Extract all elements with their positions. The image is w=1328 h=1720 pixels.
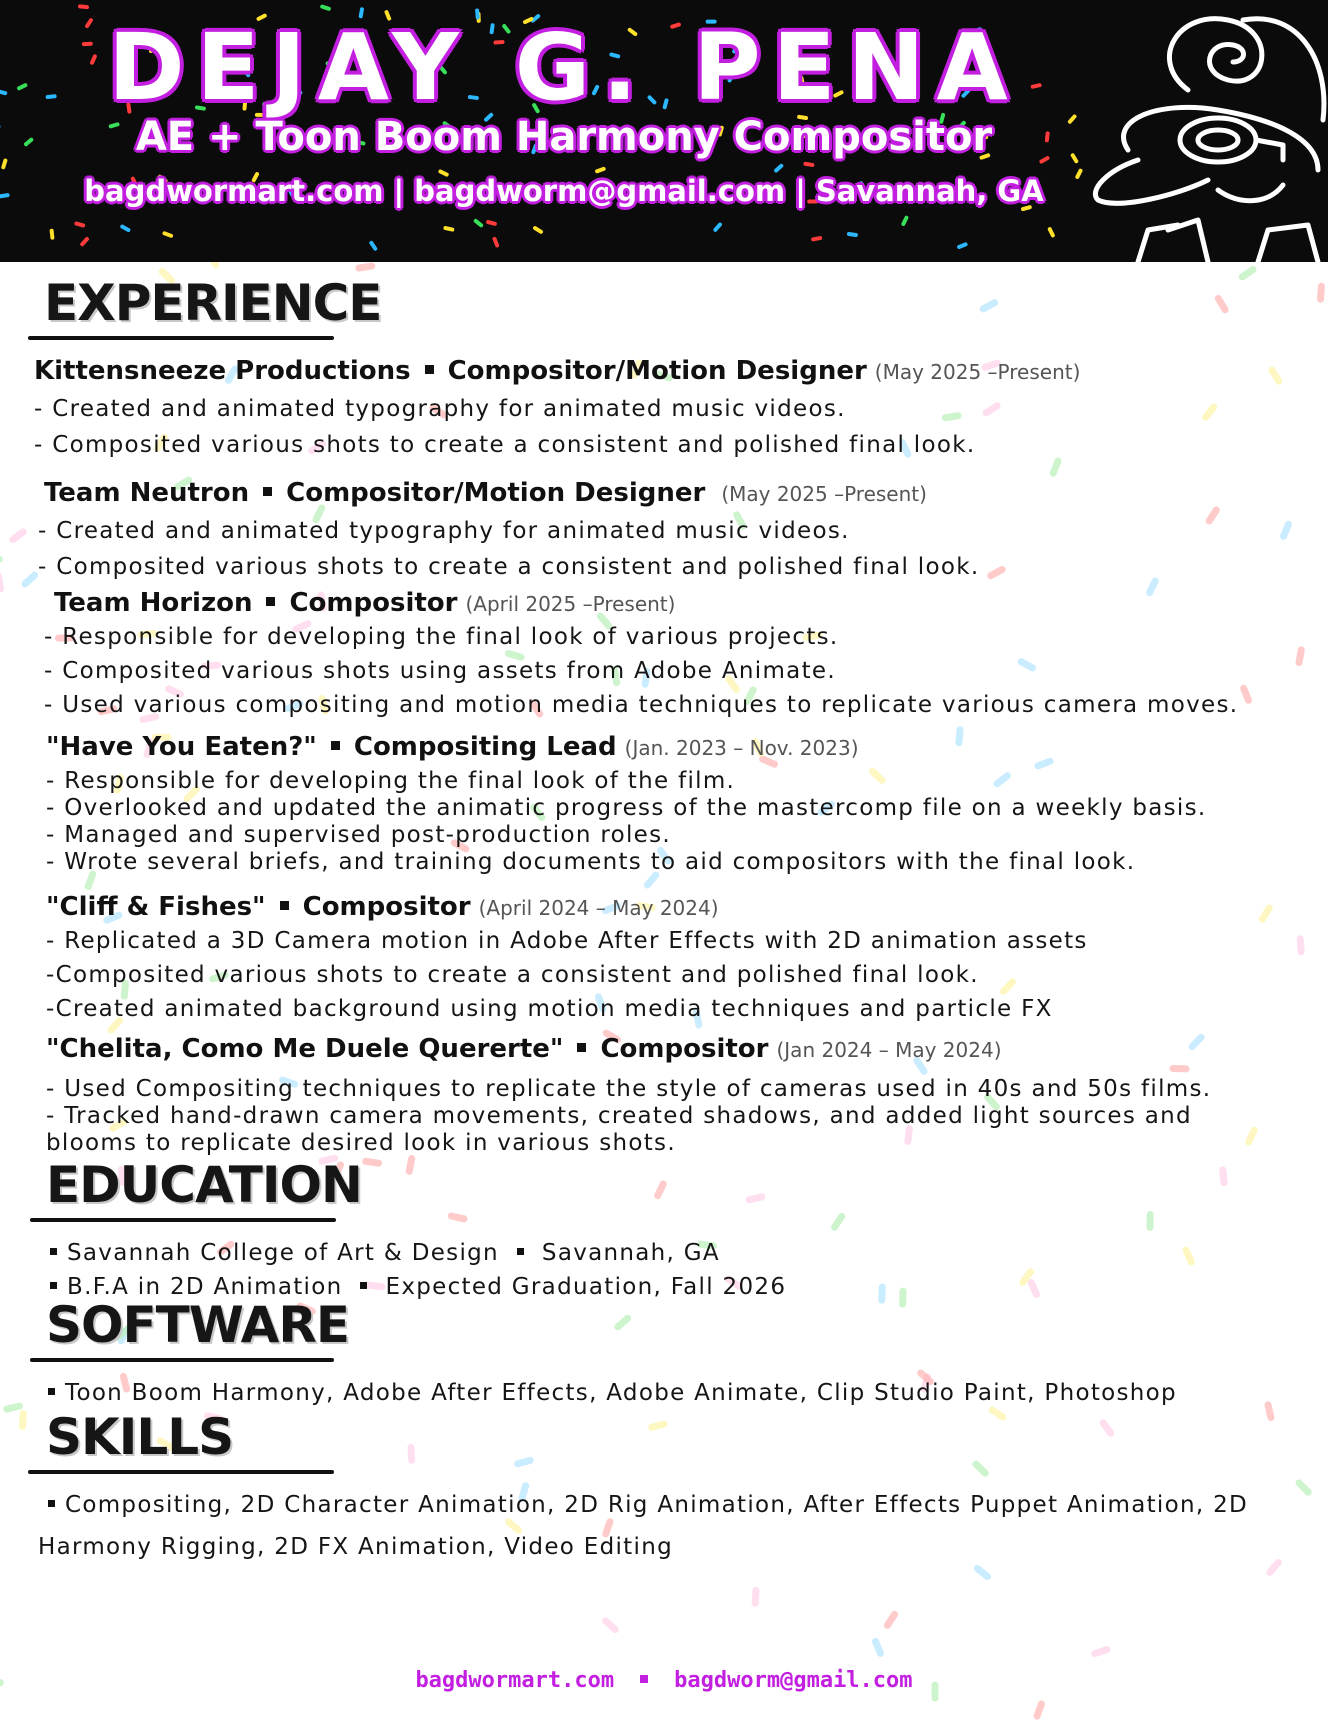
confetti-piece xyxy=(987,1405,1007,1422)
company-name: "Have You Eaten?" xyxy=(46,732,317,762)
footer-contact xyxy=(0,1668,1328,1693)
page-title: DEJAY G. PENA xyxy=(108,14,1020,121)
job-bullet: - Responsible for developing the final look of the film. xyxy=(46,768,736,794)
confetti-piece xyxy=(1098,1418,1115,1438)
separator-icon xyxy=(266,597,275,606)
separator-icon xyxy=(263,487,272,496)
confetti-piece xyxy=(955,726,964,747)
section-title-education: EDUCATION xyxy=(46,1156,362,1214)
degree: B.F.A in 2D Animation xyxy=(67,1274,343,1300)
confetti-piece xyxy=(1047,226,1055,238)
separator-icon xyxy=(577,1043,586,1052)
confetti-piece xyxy=(986,565,1007,581)
confetti-piece xyxy=(1219,1166,1228,1187)
company-name: Team Neutron xyxy=(44,478,250,508)
job-heading xyxy=(46,1034,1002,1064)
confetti-piece xyxy=(362,1157,383,1167)
confetti-piece xyxy=(745,1193,766,1204)
confetti-piece xyxy=(49,229,54,240)
bullet-icon xyxy=(50,1248,57,1255)
confetti-piece xyxy=(78,4,89,9)
confetti-piece xyxy=(956,242,968,250)
separator-icon xyxy=(280,901,289,910)
separator-icon xyxy=(640,1675,648,1683)
job-bullet: - Used Compositing techniques to replicate the style of cameras used in 40s and 50s films. xyxy=(46,1076,1212,1102)
job-role: Compositor xyxy=(600,1034,769,1064)
confetti-piece xyxy=(1049,457,1063,478)
confetti-piece xyxy=(752,1587,760,1607)
software-line xyxy=(48,1380,1177,1406)
confetti-piece xyxy=(1027,1278,1042,1299)
confetti-piece xyxy=(79,236,89,247)
skills-line xyxy=(48,1492,1248,1518)
job-bullet: - Composited various shots using assets from Adobe Animate. xyxy=(44,658,836,684)
confetti-piece xyxy=(978,298,999,314)
job-bullet: - Used various compositing and motion media techniques to replicate various camera moves. xyxy=(44,692,1239,718)
confetti-piece xyxy=(162,231,174,239)
confetti-piece xyxy=(532,225,543,234)
confetti-piece xyxy=(1239,684,1253,705)
bullet-icon xyxy=(48,1388,55,1395)
confetti-piece xyxy=(883,1610,900,1631)
confetti-piece xyxy=(941,412,962,422)
confetti-piece xyxy=(830,1212,847,1232)
job-role: Compositor xyxy=(302,892,471,922)
confetti-piece xyxy=(1279,520,1293,541)
confetti-piece xyxy=(647,1420,668,1432)
job-heading xyxy=(46,892,719,922)
confetti-piece xyxy=(405,1154,416,1175)
footer-website[interactable]: bagdwormart.com xyxy=(415,1668,615,1693)
confetti-piece xyxy=(899,1287,907,1307)
confetti-piece xyxy=(1264,1401,1275,1422)
job-bullet: -Created animated background using motion media techniques and particle FX xyxy=(46,996,1053,1022)
confetti-piece xyxy=(595,166,607,174)
job-heading xyxy=(54,588,675,618)
confetti-piece xyxy=(0,572,5,593)
confetti-piece xyxy=(443,226,455,232)
job-role: Compositing Lead xyxy=(353,732,617,762)
job-bullet: - Tracked hand-drawn camera movements, created shadows, and added light sources and xyxy=(46,1103,1192,1129)
confetti-piece xyxy=(613,1313,633,1331)
confetti-piece xyxy=(972,1564,992,1582)
separator-icon xyxy=(425,365,434,374)
confetti-piece xyxy=(504,1517,524,1535)
confetti-piece xyxy=(1214,294,1230,315)
bullet-icon xyxy=(50,1282,57,1289)
job-heading xyxy=(46,732,859,762)
confetti-piece xyxy=(773,163,784,173)
school-name: Savannah College of Art & Design xyxy=(67,1240,499,1266)
section-rule xyxy=(30,1358,334,1362)
section-rule xyxy=(30,1218,336,1222)
section-title-skills: SKILLS xyxy=(46,1408,234,1466)
job-bullet: - Created and animated typography for animated music videos. xyxy=(38,518,850,544)
job-heading xyxy=(34,356,1080,386)
confetti-piece xyxy=(992,771,1012,789)
job-dates: (April 2024 – May 2024) xyxy=(478,896,719,920)
confetti-piece xyxy=(407,1444,415,1464)
confetti-piece xyxy=(1033,757,1054,771)
confetti-piece xyxy=(1033,1699,1046,1720)
confetti-piece xyxy=(601,1616,621,1635)
confetti-piece xyxy=(19,1410,27,1430)
job-dates: (May 2025 –Present) xyxy=(721,482,927,506)
confetti-piece xyxy=(473,218,484,228)
job-role: Compositor xyxy=(289,588,458,618)
confetti-piece xyxy=(1016,657,1037,673)
section-rule xyxy=(28,1470,334,1474)
job-bullet: - Replicated a 3D Camera motion in Adobe After Effects with 2D animation assets xyxy=(46,928,1088,954)
confetti-piece xyxy=(1317,283,1325,303)
confetti-piece xyxy=(971,1459,990,1478)
confetti-piece xyxy=(1146,1211,1153,1231)
confetti-piece xyxy=(1265,1558,1283,1578)
skills-line-continued: Harmony Rigging, 2D FX Animation, Video Editing xyxy=(38,1534,673,1560)
confetti-piece xyxy=(355,262,376,272)
confetti-piece xyxy=(1145,576,1160,597)
confetti-piece xyxy=(1296,935,1304,955)
confetti-piece xyxy=(999,977,1018,996)
company-name: "Cliff & Fishes" xyxy=(46,892,266,922)
confetti-piece xyxy=(1258,903,1274,924)
job-role: Compositor/Motion Designer xyxy=(447,356,867,386)
confetti-piece xyxy=(492,236,500,248)
separator-icon xyxy=(360,1282,367,1289)
confetti-piece xyxy=(1169,1065,1189,1073)
section-rule xyxy=(28,336,334,340)
section-title-experience: EXPERIENCE xyxy=(44,274,382,332)
confetti-piece xyxy=(878,1284,886,1304)
job-dates: (May 2025 –Present) xyxy=(874,360,1081,384)
confetti-piece xyxy=(713,222,723,233)
confetti-piece xyxy=(653,1179,668,1200)
company-name: "Chelita, Como Me Duele Quererte" xyxy=(46,1034,564,1064)
bullet-icon xyxy=(48,1500,55,1507)
separator-icon xyxy=(331,741,340,750)
job-dates: (Jan 2024 – May 2024) xyxy=(776,1038,1002,1062)
confetti-piece xyxy=(811,236,823,242)
job-dates: (Jan. 2023 – Nov. 2023) xyxy=(624,736,859,760)
job-bullet: - Wrote several briefs, and training documents to aid compositors with the final look. xyxy=(46,849,1136,875)
job-bullet: - Created and animated typography for animated music videos. xyxy=(34,396,846,422)
confetti-piece xyxy=(1204,505,1221,526)
confetti-piece xyxy=(901,215,909,227)
confetti-piece xyxy=(1294,1478,1313,1497)
job-bullet: - Responsible for developing the final look of various projects. xyxy=(44,624,839,650)
confetti-piece xyxy=(1090,1645,1111,1658)
software-list: Toon Boom Harmony, Adobe After Effects, Adobe Animate, Clip Studio Paint, Photoshop xyxy=(65,1380,1177,1406)
confetti-piece xyxy=(1187,1032,1206,1051)
confetti-piece xyxy=(205,262,221,270)
job-bullet: - Overlooked and updated the animatic progress of the mastercomp file on a weekly basis. xyxy=(46,795,1207,821)
school-location: Savannah, GA xyxy=(541,1240,720,1266)
confetti-piece xyxy=(513,1456,534,1468)
confetti-piece xyxy=(8,527,28,545)
confetti-piece xyxy=(1181,1245,1196,1266)
company-name: Team Horizon xyxy=(54,588,253,618)
job-bullet: -Composited various shots to create a consistent and polished final look. xyxy=(46,962,979,988)
job-bullet: - Managed and supervised post-production roles. xyxy=(46,822,672,848)
mascot-icon xyxy=(1068,0,1328,262)
job-bullet: blooms to replicate desired look in various shots. xyxy=(46,1130,676,1156)
confetti-piece xyxy=(1237,265,1257,282)
confetti-piece xyxy=(486,220,498,227)
separator-icon xyxy=(517,1248,524,1255)
confetti-piece xyxy=(0,550,4,564)
confetti-piece xyxy=(74,221,86,228)
job-role: Compositor/Motion Designer xyxy=(286,478,706,508)
confetti-piece xyxy=(447,1212,468,1223)
section-title-software: SOFTWARE xyxy=(46,1296,350,1354)
graduation-date: Expected Graduation, Fall 2026 xyxy=(385,1274,787,1300)
confetti-piece xyxy=(120,224,132,233)
skills-list: Compositing, 2D Character Animation, 2D Rig Animation, After Effects Puppet Animation, 2D xyxy=(65,1492,1249,1518)
confetti-piece xyxy=(320,4,332,11)
education-line xyxy=(50,1240,720,1266)
company-name: Kittensneeze Productions xyxy=(34,356,411,386)
confetti-piece xyxy=(871,1637,885,1658)
confetti-piece xyxy=(20,570,40,589)
job-heading xyxy=(44,478,927,508)
job-title: AE + Toon Boom Harmony Compositor xyxy=(135,114,993,160)
confetti-piece xyxy=(1244,1126,1259,1147)
confetti-piece xyxy=(803,162,814,168)
footer-email[interactable]: bagdworm@gmail.com xyxy=(674,1668,913,1693)
job-bullet: - Composited various shots to create a consistent and polished final look. xyxy=(34,432,976,458)
confetti-piece xyxy=(369,240,378,251)
confetti-piece xyxy=(847,232,858,237)
contact-line: bagdwormart.com | bagdworm@gmail.com | Savannah, GA xyxy=(84,174,1044,208)
confetti-piece xyxy=(1295,646,1305,667)
confetti-piece xyxy=(1267,365,1284,386)
job-bullet: - Composited various shots to create a consistent and polished final look. xyxy=(38,554,980,580)
job-dates: (April 2025 –Present) xyxy=(465,592,676,616)
header-banner xyxy=(0,0,1328,262)
confetti-piece xyxy=(1201,402,1219,422)
confetti-piece xyxy=(868,766,887,785)
confetti-piece xyxy=(981,401,1002,418)
